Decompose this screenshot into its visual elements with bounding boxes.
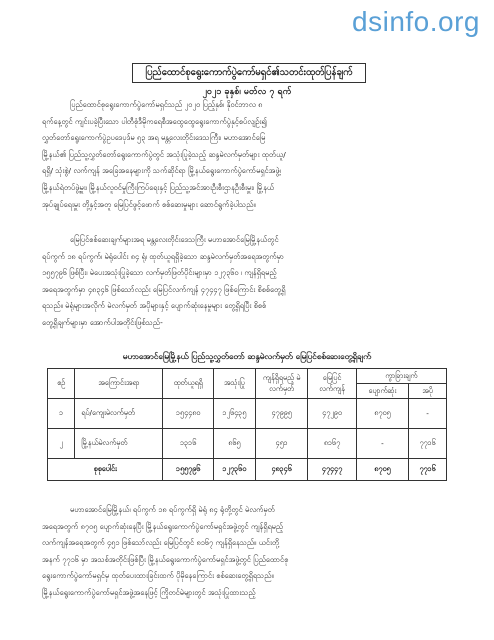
cell-total-label: စုစုပေါင်း xyxy=(48,459,163,481)
paragraph-line: ရွေးကောက်ပွဲကော်မရှင်မှ ထုတ်ပေးထားခြင်းထက် ပိုမိုနေကြောင်း စစ်ဆေးတွေ့ရှိရသည်။ xyxy=(42,571,274,581)
cell-no: ၁ xyxy=(48,399,75,429)
header-used: အသုံးပြု xyxy=(213,369,255,399)
header-issued: ထုတ်ယူရရှိ xyxy=(163,369,213,399)
paragraph-2 xyxy=(42,232,446,332)
paragraph-line: လွှတ်တော်ရွေးကောက်ပွဲဥပဒေပုဒ်မ ၅၃ အရ မန္တလေးတိုင်းဒေသကြီး၊ မဟာအောင်မြေ xyxy=(42,133,266,143)
cell-extra: ၇၇၁၆ xyxy=(409,429,447,459)
ballot-table xyxy=(47,368,447,481)
paragraph-line: အရေအတွက် ၈၇၀၅ ပျောက်ဆုံးနေပြီး မြို့နယ်ရွေးကောက်ပွဲကော်မရှင်အဖွဲ့တွင် ကျန်ရှိရမည့် xyxy=(42,521,284,531)
paragraph-line: ရက်နေ့တွင် ကျင်းပခဲ့ပြီးသော ပါတီစုံဒီမိုကရေစီအထွေထွေရွေးကောက်ပွဲနှင့်စပ်လျဉ်း၍ xyxy=(42,116,267,126)
cell-no: ၂ xyxy=(48,429,75,459)
paragraph-line: ရရှိ/ သုံးစွဲ/ လက်ကျန် အခြေအနေများကို သက်ဆိုင်ရာ မြို့နယ်ရွေးကောက်ပွဲကော်မရှင်အဖွဲ့၊ xyxy=(42,166,281,176)
header-particulars: အကြောင်းအရာ xyxy=(75,369,163,399)
cell-lost: ၈၇၀၅ xyxy=(356,399,409,429)
paragraph-line: ရသည်။ မဲရုံများအလိုက် မဲလက်မှတ် အပိုများနှင့် ပျောက်ဆုံးနေမှုများ တွေ့ရှိရပြီး စိစစ် xyxy=(42,301,267,311)
table-row xyxy=(48,429,447,459)
paragraph-line: ၁၅၅၇၉၆ ဖြစ်ပြီး၊ မဲပေးအသုံးပြုခဲ့သော လက်မှတ်ဖြတ်ပိုင်းများမှာ ၁၂၇၃၆၀ ၊ ကျန်ရှိရမည့် xyxy=(42,268,277,278)
header-extra: အပို xyxy=(409,384,447,399)
paragraph-line: မဟာအောင်မြေမြို့နယ်၊ ရပ်ကွက် ၁၈ ရပ်ကွက်ရှိ မဲရုံ ၈၄ ရုံတို့တွင် မဲလက်မှတ် xyxy=(70,505,275,514)
header-no: စဉ် xyxy=(48,369,75,399)
cell-total-ground: ၄၇၄၄၇ xyxy=(308,459,356,481)
header-ground: မြေပြင် လက်ကျန် xyxy=(308,369,356,399)
cell-lost: - xyxy=(356,429,409,459)
paragraph-line: မြို့နယ်၏ ပြည်သူ့လွှတ်တော်ရွေးကောက်ပွဲတွင် အသုံးပြုခဲ့သည့် ဆန္ဒမဲလက်မှတ်များ ထုတ်ယူ/ xyxy=(42,149,286,159)
header-should-remain: ကျန်ရှိရမည့် မဲလက်မှတ် xyxy=(255,369,308,399)
cell-used: ၁၂၆၄၃၅ xyxy=(213,399,255,429)
header-lost: ပျောက်ဆုံး xyxy=(356,384,409,399)
paragraph-line: ပြည်ထောင်စုရွေးကောက်ပွဲကော်မရှင်သည် ၂၀၂၀ ပြည့်နှစ်၊ နိုဝင်ဘာလ ၈ xyxy=(70,100,263,109)
cell-used: ၈၆၅ xyxy=(213,429,255,459)
paragraph-line: အုပ်ချုပ်ရေးမှူး တို့နှင့်အတူ မြေပြင်ဖွင့်ဖောက် စစ်ဆေးမှုများ ဆောင်ရွက်ခဲ့ပါသည်။ xyxy=(42,199,256,209)
cell-particulars: ရပ်/ကျေးမဲလက်မှတ် xyxy=(75,399,163,429)
paragraph-line: မြို့နယ်ရဲတပ်ဖွဲ့မှူး၊ မြို့နယ်လူဝင်မှုကြီးကြပ်ရေးနှင့် ပြည်သူ့အင်အားဦးစီးဌာနဦးစီးမှူး၊ မြို့နယ် xyxy=(42,182,275,192)
cell-total-lost: ၈၇၀၅ xyxy=(356,459,409,481)
paragraph-line: တွေ့ရှိချက်များမှာ အောက်ပါအတိုင်းဖြစ်သည်- xyxy=(42,317,163,327)
paragraph-3 xyxy=(42,502,446,602)
cell-issued: ၁၅၄၄၈၀ xyxy=(163,399,213,429)
paragraph-line: အနက် ၇၇၁၆ မှာ အသစ်အတိုင်းဖြစ်ပြီး မြို့နယ်ရွေးကောက်ပွဲကော်မရှင်အဖွဲ့တွင် ပြည်ထောင်စု xyxy=(42,554,289,564)
table-title: မဟာအောင်မြေမြို့နယ် ပြည်သူ့လွှတ်တော် ဆန္ဒမဲလက်မှတ် မြေပြင်စစ်ဆေးတွေ့ရှိချက် xyxy=(122,351,372,361)
paragraph-line: မြေပြင်စစ်ဆေးချက်များအရ မန္တလေးတိုင်းဒေသကြီး မဟာအောင်မြေမြို့နယ်တွင် xyxy=(70,235,279,244)
paragraph-line: လက်ကျန်အရေအတွက် ၄၅၁ ဖြစ်သော်လည်း မြေပြင်တွင် ၈၁၆၇ ကျန်ရှိနေသည်။ ယင်းတို့ xyxy=(42,538,280,548)
cell-total-should-remain: ၄၈၃၄၆ xyxy=(255,459,308,481)
cell-should-remain: ၄၇၉၉၅ xyxy=(255,399,308,429)
cell-extra: - xyxy=(409,399,447,429)
watermark-logo: dsinfo.org xyxy=(352,6,480,37)
cell-issued: ၁၃၁၆ xyxy=(163,429,213,459)
cell-total-issued: ၁၅၅၇၉၆ xyxy=(163,459,213,481)
cell-ground: ၄၇၂၉၀ xyxy=(308,399,356,429)
cell-should-remain: ၄၅၁ xyxy=(255,429,308,459)
paragraph-line: အရေအတွက်မှာ ၄၈၃၄၆ ဖြစ်သော်လည်း မြေပြင်လက်ကျန် ၄၇၄၄၇ ဖြစ်ကြောင်း စိစစ်တွေ့ရှိ xyxy=(42,284,286,294)
paragraph-line: မြို့နယ်ရွေးကောက်ပွဲကော်မရှင်အဖွဲ့အနေဖြင့် ကြိုတင်မဲများတွင် အသုံးပြုထားသည့် xyxy=(42,587,256,597)
cell-ground: ၈၁၆၇ xyxy=(308,429,356,459)
document-date: ၂၀၂၁ ခုနှစ်၊ မတ်လ ၇ ရက် xyxy=(202,87,292,97)
table-total-row xyxy=(48,459,447,481)
cell-total-extra: ၇၇၁၆ xyxy=(409,459,447,481)
cell-total-used: ၁၂၇၃၆၀ xyxy=(213,459,255,481)
table-row xyxy=(48,399,447,429)
paragraph-1 xyxy=(42,97,446,213)
header-difference: ကွာခြားချက် xyxy=(356,369,446,384)
cell-particulars: မြို့နယ်မဲလက်မှတ် xyxy=(75,429,163,459)
document-title: ပြည်ထောင်စုရွေးကောက်ပွဲကော်မရှင်၏သတင်းထုတ်ပြန်ချက် xyxy=(132,63,366,83)
paragraph-line: ရပ်ကွက် ၁၈ ရပ်ကွက်၊ မဲရုံပေါင်း ၈၄ ရုံ၊ ထုတ်ယူရရှိခဲ့သော ဆန္ဒမဲလက်မှတ်အရေအတွက်မှာ xyxy=(42,251,284,261)
